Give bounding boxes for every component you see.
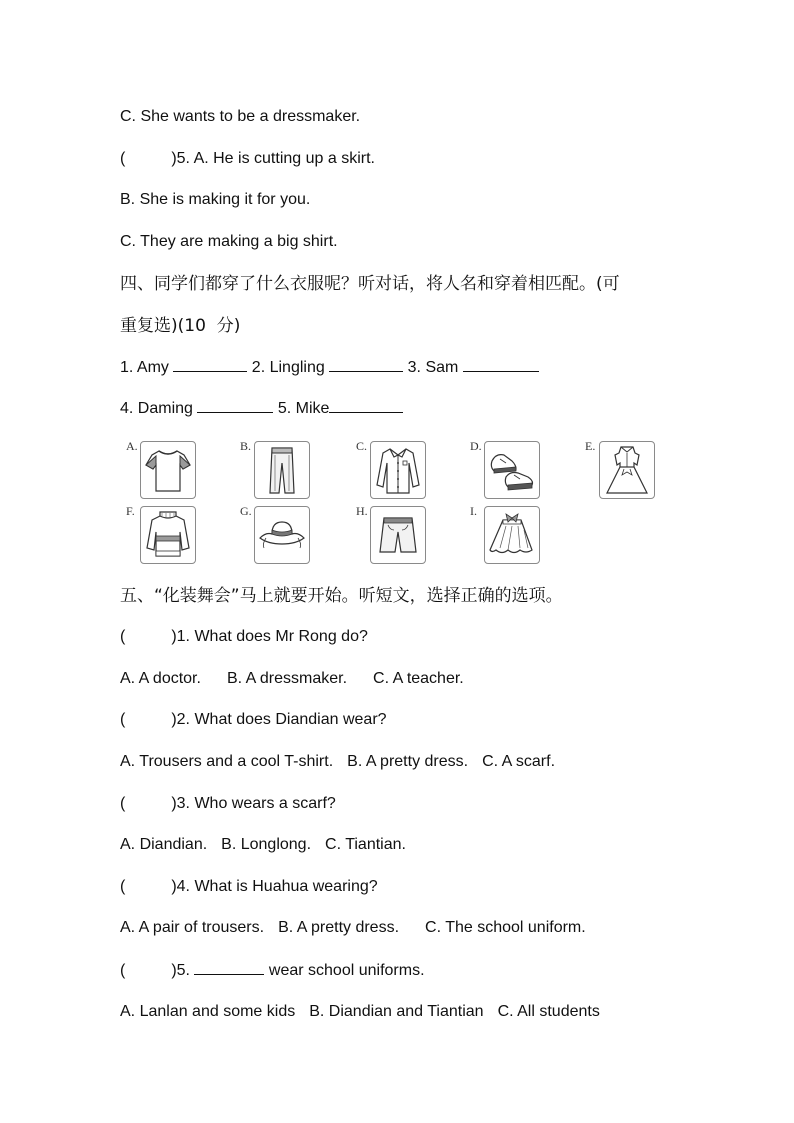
answer-blank-sam[interactable]: [463, 357, 539, 372]
answer-blank-daming[interactable]: [197, 398, 273, 413]
question-text: )1. What does Mr Rong do?: [171, 628, 368, 645]
option-b: B. A pretty dress.: [278, 919, 400, 936]
t-shirt-icon: [142, 443, 194, 497]
question-line: [120, 627, 368, 647]
picture-letter: I.: [470, 504, 477, 518]
paren-open: (: [120, 795, 126, 812]
hat-icon: [256, 508, 308, 562]
question-line: [120, 149, 375, 169]
shirt-icon: [372, 443, 424, 497]
name-sam: 3. Sam: [403, 359, 463, 376]
paren-open: (: [120, 962, 126, 979]
picture-b: [240, 439, 306, 501]
picture-box: [370, 506, 426, 564]
name-daming: 4. Daming: [120, 400, 198, 417]
option-line: [120, 190, 310, 210]
section-4-title-line1: 四、同学们都穿了什么衣服呢？听对话，将人名和穿着相匹配。(可: [120, 274, 620, 294]
options-line: [120, 835, 406, 855]
paren-open: (: [120, 878, 126, 895]
option-c: C. Tiantian.: [325, 836, 406, 853]
picture-box: [484, 506, 540, 564]
skirt-icon: [486, 508, 538, 562]
shorts-icon: [372, 508, 424, 562]
section-4-title-cont: [120, 316, 240, 336]
section-5-title: [120, 586, 563, 606]
option-text: C. She wants to be a dressmaker.: [120, 108, 361, 125]
fill-in-blank[interactable]: [194, 960, 264, 975]
picture-letter: H.: [356, 504, 368, 518]
picture-d: [470, 439, 536, 501]
option-b: B. A pretty dress.: [347, 753, 469, 770]
picture-letter: D.: [470, 439, 482, 453]
section-5-title-text: 五、“化装舞会”马上就要开始。听短文，选择正确的选项。: [120, 586, 563, 606]
option-a: A. Diandian.: [120, 836, 208, 853]
name-lingling: 2. Lingling: [247, 359, 330, 376]
option-b: B. A dressmaker.: [226, 670, 348, 687]
question-line: [120, 710, 387, 730]
option-c: C. A teacher.: [373, 670, 464, 687]
paren-open: (: [120, 711, 126, 728]
answer-blank-lingling[interactable]: [329, 357, 403, 372]
picture-g: [240, 504, 306, 566]
answer-blank-mike[interactable]: [329, 398, 403, 413]
option-line: [120, 232, 338, 252]
option-text: C. They are making a big shirt.: [120, 233, 338, 250]
picture-letter: B.: [240, 439, 252, 453]
picture-f: [126, 504, 192, 566]
picture-h: [356, 504, 422, 566]
sweater-icon: [142, 508, 194, 562]
trousers-icon: [256, 443, 308, 497]
option-a: A. A doctor.: [120, 670, 201, 687]
option-b: B. Diandian and Tiantian: [309, 1003, 484, 1020]
dress-icon: [601, 443, 653, 497]
option-b: B. Longlong.: [221, 836, 312, 853]
answer-blank-amy[interactable]: [173, 357, 247, 372]
question-text: )2. What does Diandian wear?: [171, 711, 387, 728]
picture-e: [585, 439, 651, 501]
question-line: [120, 877, 378, 897]
option-a: A. Trousers and a cool T-shirt.: [120, 753, 334, 770]
picture-box: [254, 506, 310, 564]
option-c: C. The school uniform.: [425, 919, 586, 936]
picture-a: [126, 439, 192, 501]
picture-box: [484, 441, 540, 499]
picture-box: [370, 441, 426, 499]
picture-letter: G.: [240, 504, 252, 518]
names-row-2: [120, 398, 403, 419]
picture-letter: E.: [585, 439, 596, 453]
question-text: wear school uniforms.: [264, 962, 425, 979]
picture-box: [599, 441, 655, 499]
option-a: A. Lanlan and some kids: [120, 1003, 296, 1020]
picture-letter: A.: [126, 439, 138, 453]
options-line: [120, 752, 555, 772]
picture-box: [140, 506, 196, 564]
section-4-title: [120, 274, 620, 294]
paren-open: (: [120, 628, 126, 645]
picture-i: [470, 504, 536, 566]
picture-letter: C.: [356, 439, 368, 453]
options-line: [120, 918, 586, 938]
question-line: [120, 794, 336, 814]
option-c: C. All students: [497, 1003, 600, 1020]
names-row-1: [120, 357, 539, 378]
question-text: )5. A. He is cutting up a skirt.: [171, 150, 375, 167]
name-mike: 5. Mike: [273, 400, 330, 417]
section-4-title-line2: 重复选)(10 分): [120, 316, 241, 336]
option-a: A. A pair of trousers.: [120, 919, 265, 936]
question-text: )4. What is Huahua wearing?: [171, 878, 378, 895]
sneakers-icon: [486, 443, 538, 497]
picture-letter: F.: [126, 504, 135, 518]
question-text: )3. Who wears a scarf?: [171, 795, 336, 812]
paren-open: (: [120, 150, 126, 167]
picture-c: [356, 439, 422, 501]
options-line: [120, 669, 464, 689]
question-line: [120, 960, 425, 981]
option-text: B. She is making it for you.: [120, 191, 311, 208]
name-amy: 1. Amy: [120, 359, 174, 376]
question-number: )5.: [171, 962, 195, 979]
options-line: [120, 1002, 600, 1022]
option-line: [120, 107, 360, 127]
picture-box: [254, 441, 310, 499]
option-c: C. A scarf.: [482, 753, 556, 770]
picture-box: [140, 441, 196, 499]
